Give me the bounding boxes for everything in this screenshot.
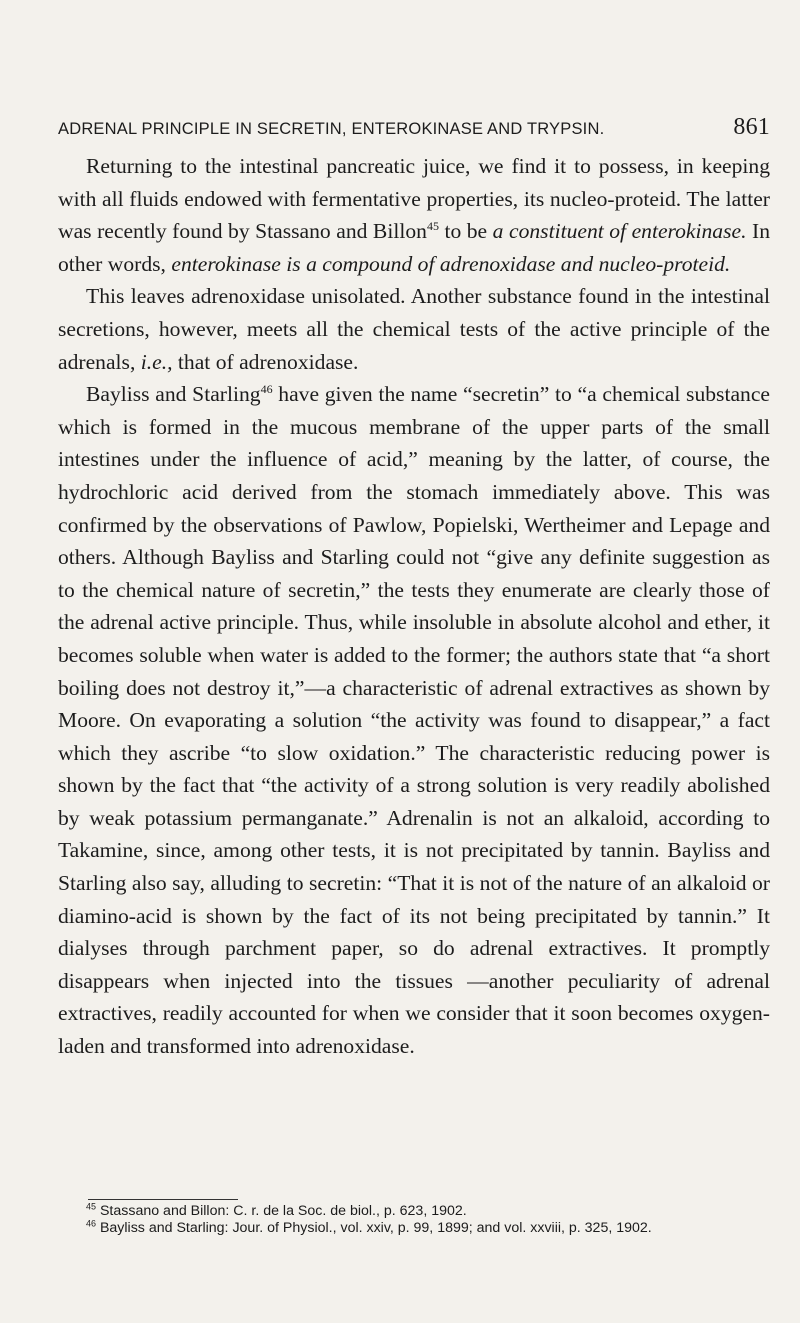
footnote-rule [88,1199,238,1200]
paragraph-2 [58,280,770,378]
footnote-ref-45: 45 [426,219,439,233]
p3-text-a: Bayliss and Starling [86,382,261,407]
p3-text-b: have given the name “secretin” to “a chemical substance which is formed in the mucous membrane of the upper parts of the small intestines under the influence of acid,” meaning by the latter, of course, the hydrochloric acid derived from the stomach immediately above. This was confirmed by the observations of Pawlow, Popielski, Wertheimer and Lepage and others. Although Bayliss and Starling could not “give any definite suggestion as to the chemical nature of secretin,” the tests they enumerate are clearly those of the adrenal active principle. Thus, while insoluble in absolute alcohol and ether, it becomes soluble when water is added to the former; the authors state that “a short boiling does not destroy it,”—a characteristic of adrenal extractives as shown by Moore. On evaporating a solution “the activity was found to disappear,” a fact which they ascribe “to slow oxidation.” The characteristic reducing power is shown by the fact that “the activity of a strong solution is very readily abolished by weak potassium permanganate.” Adrenalin is not an alkaloid, according to Takamine, since, among other tests, it is not precipitated by tannin. Bayliss and Starling also say, alluding to secretin: “That it is not of the nature of an alkaloid or diamino-acid is shown by the fact of its not being precipitated by tannin.” It dialyses through parchment paper, so do adrenal extractives. It promptly disappears when injected into the tissues —another peculiarity of adrenal extractives, readily accounted for when we consider that it soon becomes oxygen-laden and transformed into adrenoxidase. [58,382,770,1059]
footnote-46 [58,1217,770,1237]
p1-italic-1: a constituent of enterokinase. [492,219,747,244]
footnotes [58,1203,770,1236]
p2-text-b: that of adrenoxidase. [172,349,359,374]
footnote-ref-46: 46 [260,381,273,396]
paragraph-1 [58,150,770,280]
running-head [58,114,770,141]
p2-italic-1: i.e., [140,349,173,374]
footnote-mark: 45 [86,1201,97,1212]
p1-text-c: In other words, [58,219,771,276]
footnote-45 [58,1203,770,1220]
footnote-text: Bayliss and Starling: Jour. of Physiol., vol. xxiv, p. 99, 1899; and vol. xxviii, p. 325, 1902. [96,1219,652,1236]
footnote-mark: 46 [86,1217,97,1228]
body-text [58,150,770,1063]
page-number: 861 [733,114,770,140]
paragraph-3 [58,378,770,1062]
running-title: ADRENAL PRINCIPLE IN SECRETIN, ENTEROKINASE AND TRYPSIN. [58,120,605,138]
p2-text-a: This leaves adrenoxidase unisolated. Another substance found in the intestinal secretions, however, meets all the chemical tests of the active principle of the adrenals, [58,284,770,374]
p1-text-a: Returning to the intestinal pancreatic juice, we find it to possess, in keeping with all fluids endowed with fermentative properties, its nucleo-proteid. The latter was recently found by Stassano and Billon [58,154,770,244]
p1-italic-2: enterokinase is a compound of adrenoxidase and nucleo-proteid. [171,251,731,276]
p1-text-b: to be [438,219,493,244]
footnote-text: Stassano and Billon: C. r. de la Soc. de biol., p. 623, 1902. [96,1203,467,1219]
